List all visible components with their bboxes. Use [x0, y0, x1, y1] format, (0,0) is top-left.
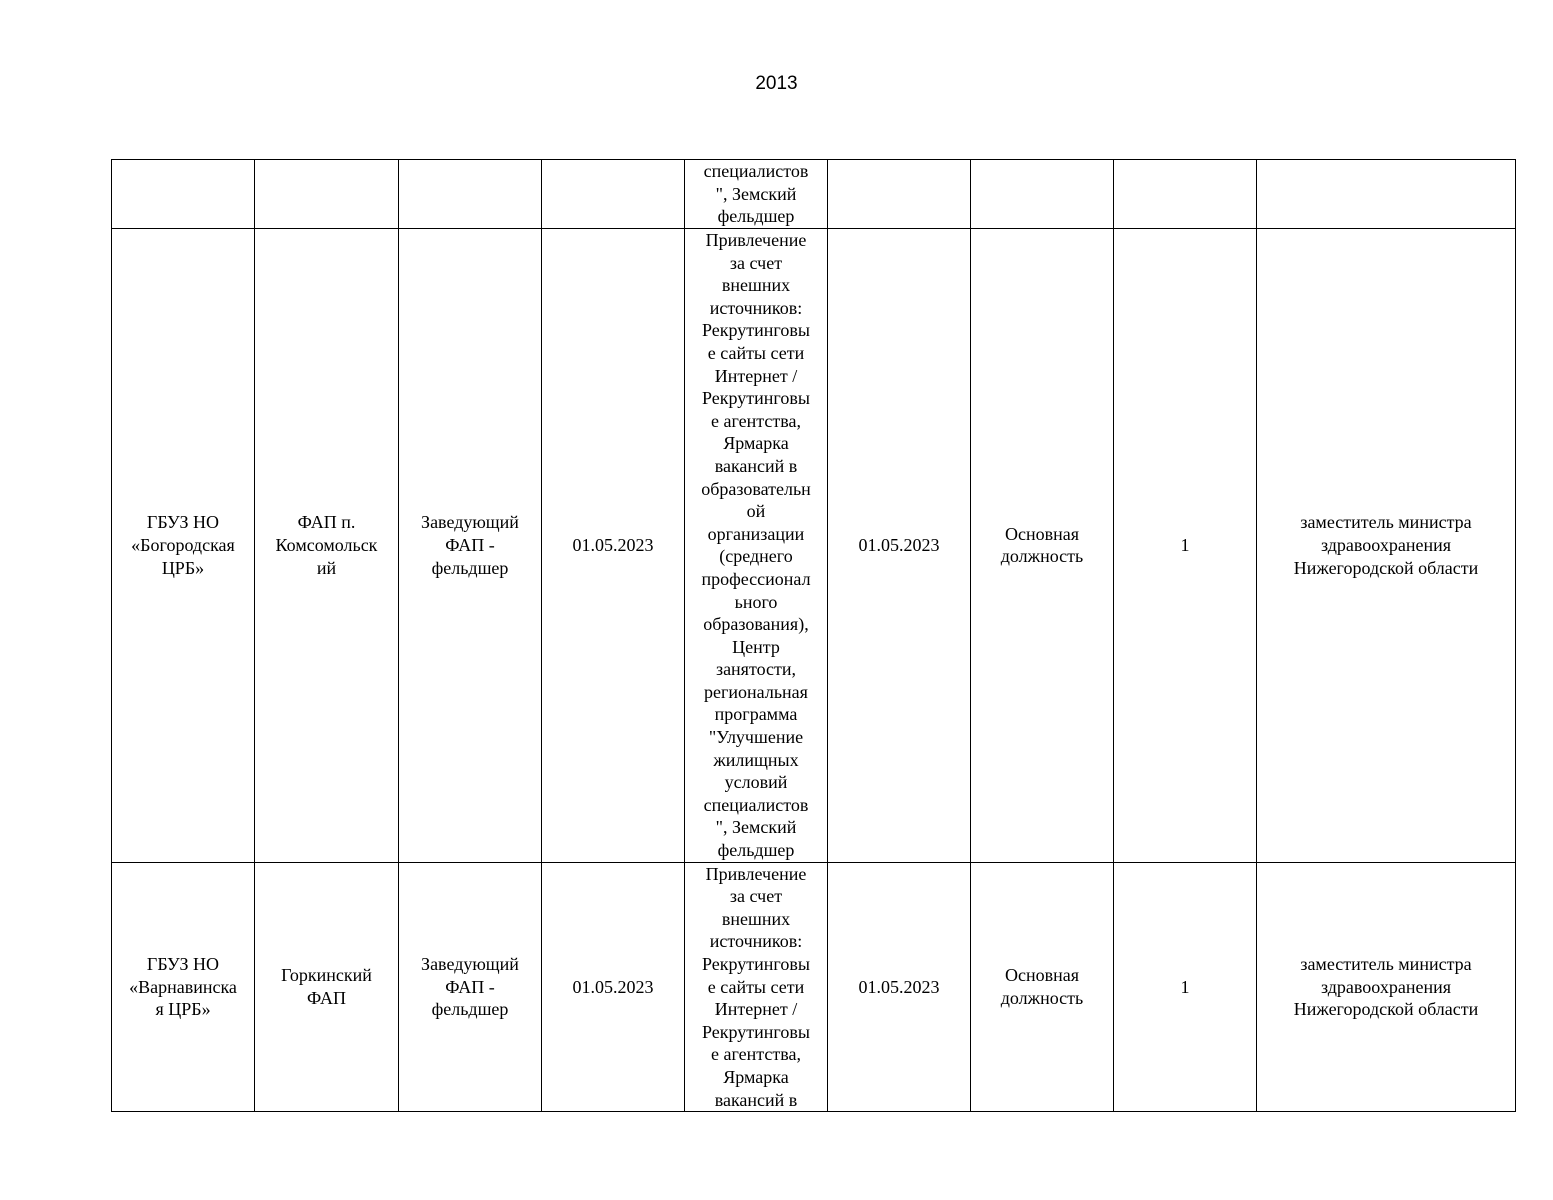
cell-count — [1114, 862, 1257, 1112]
method-text: специалистов ", Земский фельдшер — [703, 161, 809, 227]
unit-text: ФАП п. Комсомольск ий — [275, 512, 378, 578]
employment-text: Основная должность — [1000, 965, 1084, 1008]
cell-responsible — [1257, 160, 1516, 229]
institution-text: ГБУЗ НО «Варнавинска я ЦРБ» — [129, 954, 237, 1020]
employment-text: Основная должность — [1000, 523, 1084, 567]
cell-institution — [112, 160, 255, 229]
table-row — [112, 229, 1516, 863]
cell-employment — [971, 229, 1114, 863]
date-from-text: 01.05.2023 — [572, 976, 654, 997]
cell-date-from — [542, 160, 685, 229]
table-row — [112, 862, 1516, 1112]
institution-text: ГБУЗ НО «Богородская ЦРБ» — [131, 512, 235, 578]
method-text: Привлечение за счет внешних источников: Рекрутинговы е сайты сети Интернет / Рекрутинговы е агентства, Ярмарка вакансий в — [702, 863, 810, 1110]
cell-count — [1114, 229, 1257, 863]
page-number: 2013 — [755, 73, 798, 94]
cell-method — [685, 229, 828, 863]
responsible-text: заместитель министра здравоохранения Нижегородской области — [1293, 512, 1479, 578]
staffing-table — [111, 159, 1516, 1112]
method-text: Привлечение за счет внешних источников: Рекрутинговы е сайты сети Интернет / Рекрутинговы е агентства, Ярмарка вакансий в образовательн ой организации (среднего профессионал ьного образования), Центр занятости, региональная программа "Улучшение жилищных условий специалистов ", Земский фельдшер — [701, 230, 811, 861]
cell-date-to — [828, 160, 971, 229]
cell-unit — [255, 862, 399, 1112]
cell-position — [399, 160, 542, 229]
cell-method — [685, 160, 828, 229]
date-to-text: 01.05.2023 — [858, 535, 940, 556]
position-text: Заведующий ФАП - фельдшер — [421, 512, 519, 578]
cell-unit — [255, 229, 399, 863]
count-text: 1 — [1180, 976, 1190, 997]
date-from-text: 01.05.2023 — [572, 535, 654, 556]
cell-unit — [255, 160, 399, 229]
cell-date-to — [828, 862, 971, 1112]
position-text: Заведующий ФАП - фельдшер — [421, 954, 519, 1020]
cell-date-to — [828, 229, 971, 863]
unit-text: Горкинский ФАП — [281, 965, 372, 1008]
responsible-text: заместитель министра здравоохранения Нижегородской области — [1293, 954, 1479, 1020]
cell-responsible — [1257, 229, 1516, 863]
cell-date-from — [542, 862, 685, 1112]
cell-responsible — [1257, 862, 1516, 1112]
cell-position — [399, 229, 542, 863]
cell-position — [399, 862, 542, 1112]
date-to-text: 01.05.2023 — [858, 976, 940, 997]
cell-count — [1114, 160, 1257, 229]
cell-employment — [971, 862, 1114, 1112]
cell-employment — [971, 160, 1114, 229]
cell-institution — [112, 862, 255, 1112]
cell-institution — [112, 229, 255, 863]
count-text: 1 — [1180, 535, 1190, 556]
table-row-continuation — [112, 160, 1516, 229]
cell-date-from — [542, 229, 685, 863]
cell-method — [685, 862, 828, 1112]
